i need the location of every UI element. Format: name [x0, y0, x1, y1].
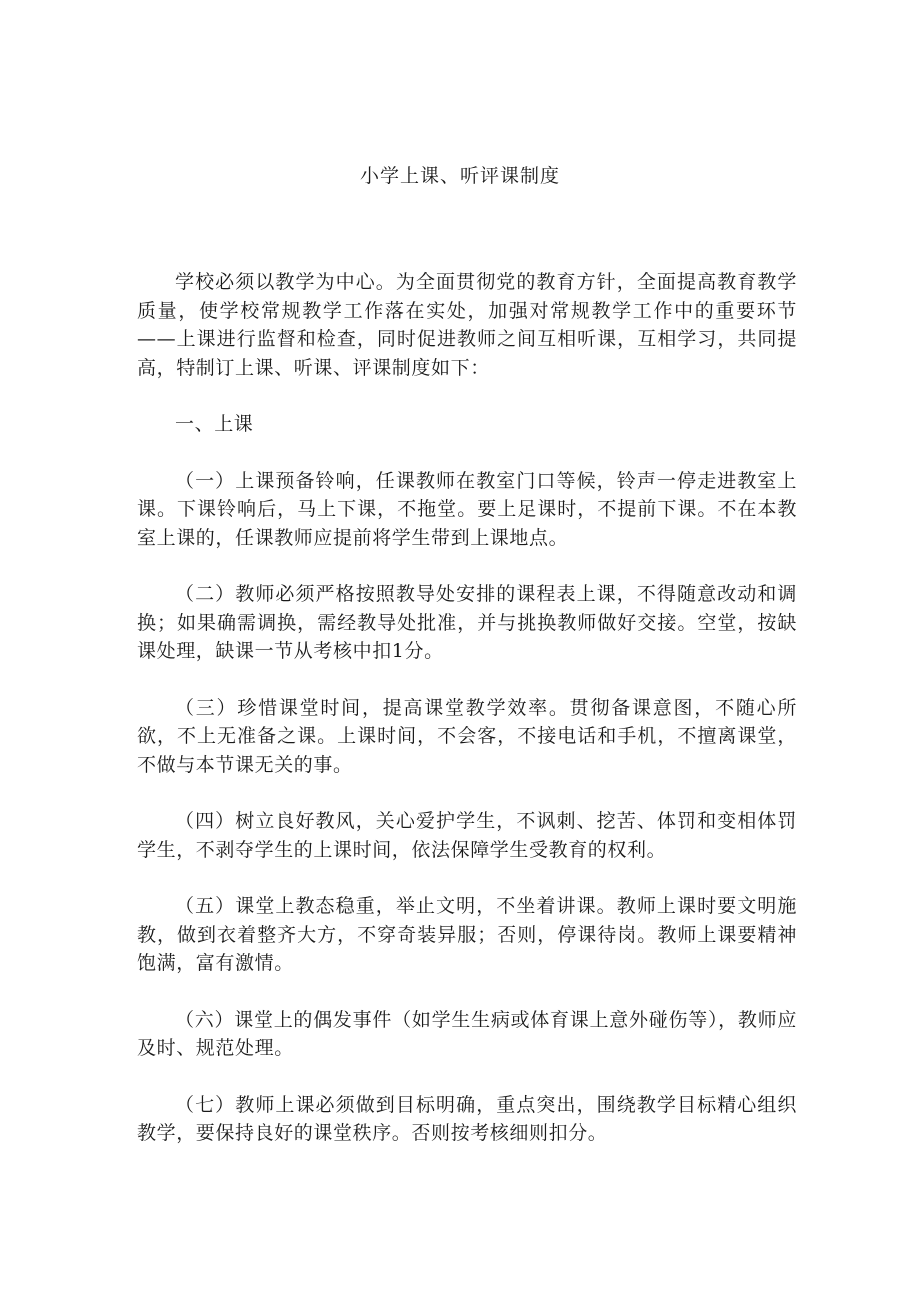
rule-item-7: （七）教师上课必须做到目标明确，重点突出，围绕教学目标精心组织教学，要保持良好的课堂秩序。否则按考核细则扣分。 [137, 1093, 797, 1144]
rule-item-3: （三）珍惜课堂时间，提高课堂教学效率。贯彻备课意图，不随心所欲，不上无准备之课。上课时间，不会客，不接电话和手机，不擅离课堂，不做与本节课无关的事。 [137, 696, 797, 776]
rule-item-2: （二）教师必须严格按照教导处安排的课程表上课，不得随意改动和调换；如果确需调换，需经教导处批准，并与挑换教师做好交接。空堂，按缺课处理，缺课一节从考核中扣1分。 [137, 583, 797, 662]
rule-item-5: （五）课堂上教态稳重，举止文明，不坐着讲课。教师上课时要文明施教，做到衣着整齐大方，不穿奇装异服；否则，停课待岗。教师上课要精神饱满，富有激情。 [137, 895, 797, 974]
document-title: 小学上课、听评课制度 [359, 165, 560, 187]
document-body [137, 268, 797, 1148]
rule-item-4: （四）树立良好教风，关心爱护学生，不讽刺、挖苦、体罚和变相体罚学生，不剥夺学生的上课时间，依法保障学生受教育的权利。 [137, 810, 797, 861]
intro-paragraph: 学校必须以教学为中心。为全面贯彻党的教育方针，全面提高教育教学质量，使学校常规教学工作落在实处，加强对常规教学工作中的重要环节——上课进行监督和检查，同时促进教师之间互相听课，互相学习，共同提高，特制订上课、听课、评课制度如下： [137, 271, 797, 379]
section-heading-classes: 一、上课 [175, 413, 254, 435]
rule-item-1: （一）上课预备铃响，任课教师在教室门口等候，铃声一停走进教室上课。下课铃响后，马上下课，不拖堂。要上足课时，不提前下课。不在本教室上课的，任课教师应提前将学生带到上课地点。 [137, 469, 797, 549]
rule-item-6: （六）课堂上的偶发事件（如学生生病或体育课上意外碰伤等），教师应及时、规范处理。 [137, 1008, 797, 1059]
